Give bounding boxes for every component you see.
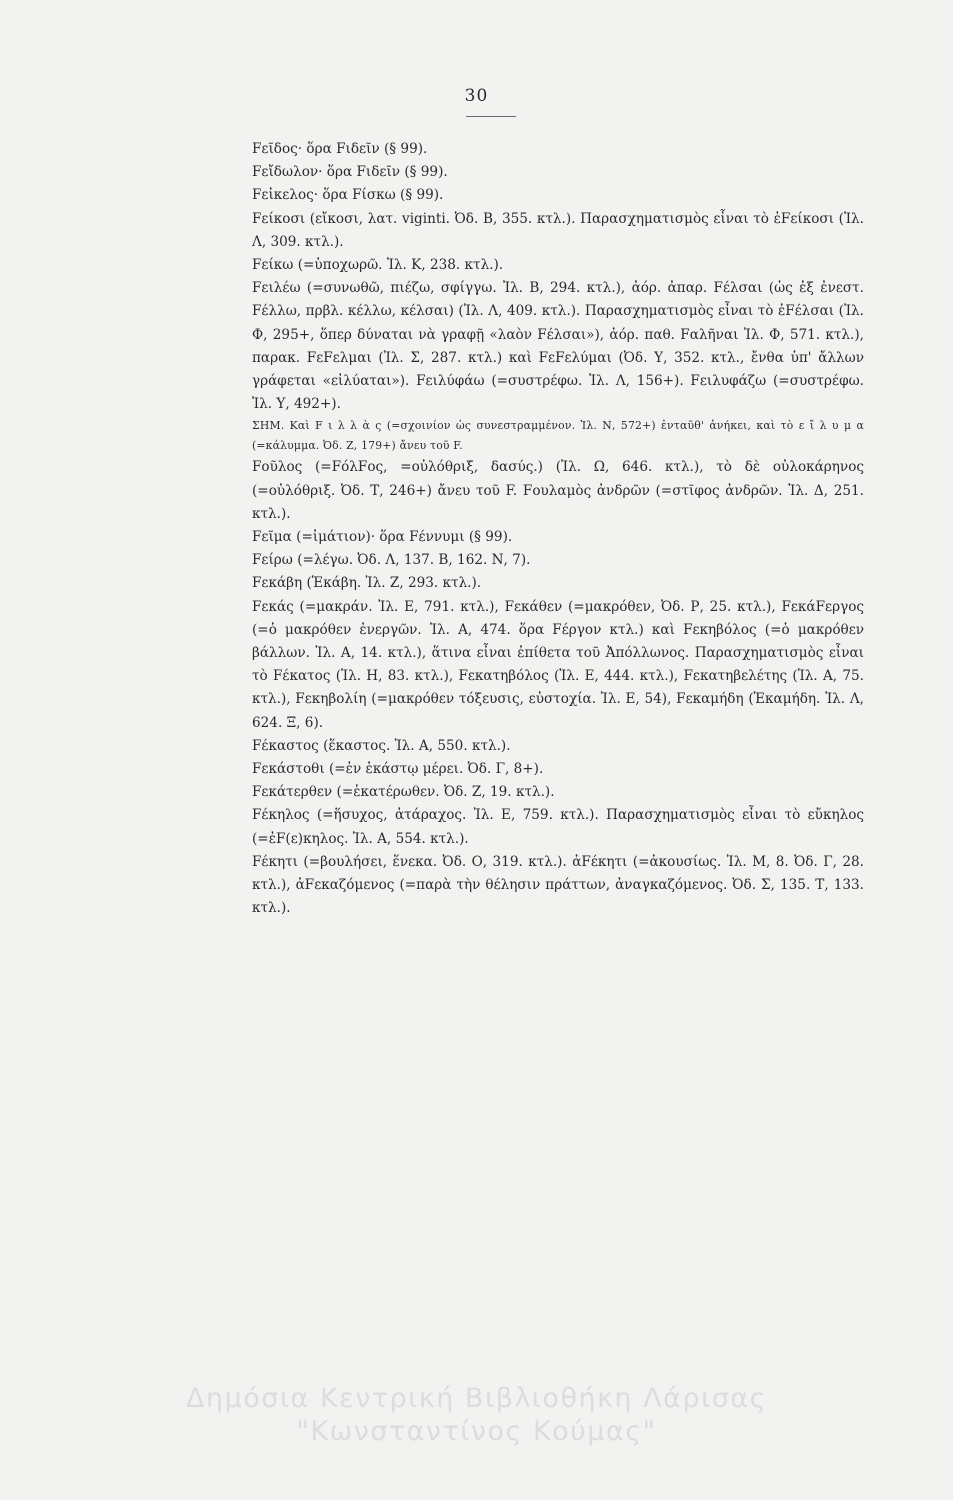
header-rule	[466, 116, 516, 117]
entry-feidos: Fεῖδος· ὅρα Fιδεῖν (§ 99).	[252, 141, 428, 157]
entry-fekaterthen: Fεκάτερθεν (=ἑκατέρωθεν. Ὀδ. Ζ, 19. κτλ.).	[252, 784, 555, 801]
entry-fekabe: Fεκάβη (Ἑκάβη. Ἰλ. Ζ, 293. κτλ.).	[252, 575, 482, 592]
entry-feiko: Fείκω (=ὑποχωρῶ. Ἰλ. Κ, 238. κτλ.).	[252, 257, 504, 274]
entry-feima: Fεῖμα (=ἱμάτιον)· ὅρα Fέννυμι (§ 99).	[252, 529, 513, 546]
entry-fekas: Fεκάς (=μακράν. Ἰλ. Ε, 791. κτλ.), Fεκάθεν (=μακρόθεν, Ὀδ. Ρ, 25. κτλ.), FεκάFεργος (=ὁ μακρόθεν ἐνεργῶν. Ἰλ. Α, 474. ὅρα Fέργον κτλ.) καὶ Fεκηβόλος (=ὁ μακρόθεν βάλλων. Ἰλ. Α, 14. κτλ.), ἅτινα εἶναι ἐπίθετα τοῦ Ἀπόλλωνος. Παρασχηματισμὸς εἶναι τὸ Fέκατος (Ἰλ. Η, 83. κτλ.), Fεκατηβόλος (Ἰλ. Ε, 444. κτλ.), Fεκατηβελέτης (Ἰλ. Α, 75. κτλ.), Fεκηβολίη (=μακρόθεν τόξευσις, εὐστοχία. Ἰλ. Ε, 54), Fεκαμήδη (Ἑκαμήδη. Ἰλ. Λ, 624. Ξ, 6).	[252, 598, 864, 731]
entry-feileo: Fειλέω (=συνωθῶ, πιέζω, σφίγγω. Ἰλ. Β, 294. κτλ.), ἀόρ. ἀπαρ. Fέλσαι (ὡς ἐξ ἐνεστ. Fέλλω, πρβλ. κέλλω, κέλσαι) (Ἰλ. Λ, 409. κτλ.). Παρασχηματισμὸς εἶναι τὸ ἐFέλσαι (Ἰλ. Φ, 295+, ὅπερ δύναται νὰ γραφῇ «λαὸν Fέλσαι»), ἀόρ. παθ. Fαλῆναι Ἰλ. Φ, 571. κτλ.), παρακ. FεFελμαι (Ἰλ. Σ, 287. κτλ.) καὶ FεFελύμαι (Ὀδ. Υ, 352. κτλ., ἔνθα ὑπ' ἄλλων γράφεται «εἰλύαται»). Fειλύφάω (=συστρέφω. Ἰλ. Λ, 156+). Fειλυφάζω (=συστρέφω. Ἰλ. Υ, 492+).	[252, 280, 864, 413]
entry-feiro: Fείρω (=λέγω. Ὀδ. Λ, 137. Β, 162. Ν, 7).	[252, 552, 531, 569]
note-sem: ΣΗΜ. Καὶ F ι λ λ ὰ ς (=σχοινίον ὡς συνεστραμμένον. Ἰλ. Ν, 572+) ἐνταῦθ' ἀνήκει, καὶ τὸ ε ἴ λ υ μ α (=κάλυμμα. Ὀδ. Ζ, 179+) ἄνευ τοῦ F.	[252, 419, 864, 453]
dictionary-text	[252, 138, 864, 921]
entry-fekastothi: Fεκάστοθι (=ἐν ἑκάστῳ μέρει. Ὀδ. Γ, 8+).	[252, 761, 544, 778]
entry-foulos: Fοῦλος (=FόλFος, =οὐλόθριξ, δασύς.) (Ἰλ. Ω, 646. κτλ.), τὸ δὲ οὐλοκάρηνος (=οὐλόθριξ. Ὀδ. Τ, 246+) ἄνευ τοῦ F. Fουλαμὸς ἀνδρῶν (=στῖφος ἀνδρῶν. Ἰλ. Δ, 251. κτλ.).	[252, 459, 864, 522]
page-number: 30	[464, 86, 489, 106]
entry-feikosi: Fείκοσι (εἴκοσι, λατ. viginti. Ὀδ. Β, 355. κτλ.). Παρασχηματισμὸς εἶναι τὸ ἐFείκοσι (Ἰλ. Λ, 309. κτλ.).	[252, 210, 864, 250]
entry-feikelos: Fεἰκελος· ὅρα Fίσκω (§ 99).	[252, 187, 444, 204]
entry-fekiti: Fέκητι (=βουλήσει, ἕνεκα. Ὀδ. Ο, 319. κτλ.). ἀFέκητι (=ἀκουσίως. Ἰλ. Μ, 8. Ὀδ. Γ, 28. κτλ.), ἀFεκαζόμενος (=παρὰ τὴν θέλησιν πράττων, ἀναγκαζόμενος. Ὀδ. Σ, 135. Τ, 133. κτλ.).	[252, 853, 864, 917]
library-watermark-line1: Δημόσια Κεντρική Βιβλιοθήκη Λάρισας	[186, 1383, 767, 1414]
entry-fekelos: Fέκηλος (=ἥσυχος, ἀτάραχος. Ἰλ. Ε, 759. κτλ.). Παρασχηματισμὸς εἶναι τὸ εὔκηλος (=ἐF(ε)κηλος. Ἰλ. Α, 554. κτλ.).	[252, 807, 864, 847]
library-watermark-line2: "Κωνσταντίνος Κούμας"	[296, 1416, 657, 1447]
entry-fekastos: Fέκαστος (ἕκαστος. Ἰλ. Α, 550. κτλ.).	[252, 737, 511, 754]
entry-feidolon: Fεἴδωλον· ὅρα Fιδεῖν (§ 99).	[252, 164, 448, 181]
